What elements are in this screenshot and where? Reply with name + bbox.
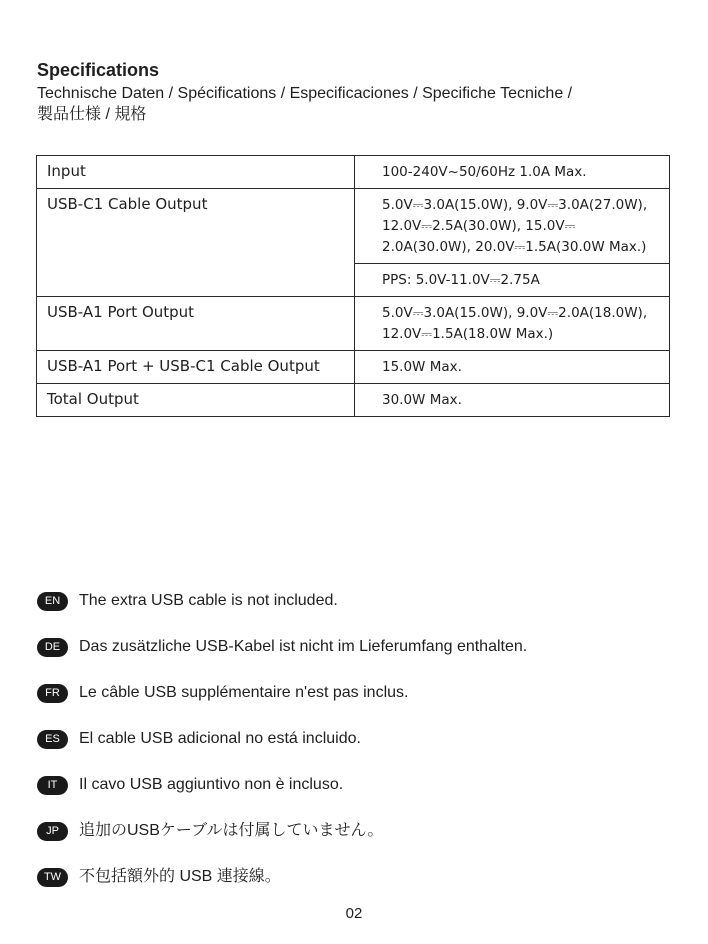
value-line: 12.0V⎓1.5A(18.0W Max.) xyxy=(382,326,554,342)
note-text-de: Das zusätzliche USB-Kabel ist nicht im Lieferumfang enthalten. xyxy=(79,638,528,655)
note-text-it: Il cavo USB aggiuntivo non è incluso. xyxy=(79,776,344,793)
row-label-combined-output: USB-A1 Port + USB-C1 Cable Output xyxy=(37,351,355,384)
language-notes-list xyxy=(37,578,527,900)
specifications-subtitle xyxy=(37,83,677,125)
row-label-usb-a1-port-output: USB-A1 Port Output xyxy=(37,297,355,351)
row-label-usb-c1-cable-output: USB-C1 Cable Output xyxy=(37,189,355,297)
table-row xyxy=(37,156,670,189)
table-row xyxy=(37,189,670,264)
note-it xyxy=(37,762,527,808)
language-badge-fr: FR xyxy=(37,684,68,703)
table-row xyxy=(37,351,670,384)
value-line: 15.0W Max. xyxy=(382,359,462,375)
note-text-fr: Le câble USB supplémentaire n'est pas inclus. xyxy=(79,684,409,701)
value-line: 30.0W Max. xyxy=(382,392,462,408)
language-badge-es: ES xyxy=(37,730,68,749)
note-text-es: El cable USB adicional no está incluido. xyxy=(79,730,361,747)
subtitle-line-2: 製品仕様 / 規格 xyxy=(37,106,147,123)
note-text-en: The extra USB cable is not included. xyxy=(79,592,338,609)
language-badge-de: DE xyxy=(37,638,68,657)
note-de xyxy=(37,624,527,670)
row-value-input xyxy=(355,156,670,189)
row-label-input: Input xyxy=(37,156,355,189)
language-badge-it: IT xyxy=(37,776,68,795)
note-tw xyxy=(37,854,527,900)
row-value-pps xyxy=(355,264,670,297)
row-value-total-output xyxy=(355,384,670,417)
note-es xyxy=(37,716,527,762)
value-line: 2.0A(30.0W), 20.0V⎓1.5A(30.0W Max.) xyxy=(382,239,647,255)
value-line: 5.0V⎓3.0A(15.0W), 9.0V⎓2.0A(18.0W), xyxy=(382,305,648,321)
note-fr xyxy=(37,670,527,716)
specifications-title: Specifications xyxy=(37,60,160,80)
note-text-tw: 不包括額外的 USB 連接線。 xyxy=(79,868,281,885)
table-row xyxy=(37,384,670,417)
row-value-combined-output xyxy=(355,351,670,384)
row-label-total-output: Total Output xyxy=(37,384,355,417)
value-line: 5.0V⎓3.0A(15.0W), 9.0V⎓3.0A(27.0W), xyxy=(382,197,648,213)
note-en xyxy=(37,578,527,624)
language-badge-en: EN xyxy=(37,592,68,611)
row-value-usb-a1-port-output xyxy=(355,297,670,351)
note-text-jp: 追加のUSBケーブルは付属していません。 xyxy=(79,822,384,839)
value-line: 100-240V~50/60Hz 1.0A Max. xyxy=(382,164,587,180)
language-badge-jp: JP xyxy=(37,822,68,841)
value-line: 12.0V⎓2.5A(30.0W), 15.0V⎓ xyxy=(382,218,576,234)
table-row xyxy=(37,297,670,351)
note-jp xyxy=(37,808,527,854)
page-number: 02 xyxy=(345,905,363,922)
subtitle-line-1: Technische Daten / Spécifications / Especificaciones / Specifiche Tecniche / xyxy=(37,85,573,102)
specifications-table xyxy=(36,155,670,417)
row-value-usb-c1-cable-output xyxy=(355,189,670,264)
language-badge-tw: TW xyxy=(37,868,68,887)
value-line: PPS: 5.0V-11.0V⎓2.75A xyxy=(382,272,540,288)
